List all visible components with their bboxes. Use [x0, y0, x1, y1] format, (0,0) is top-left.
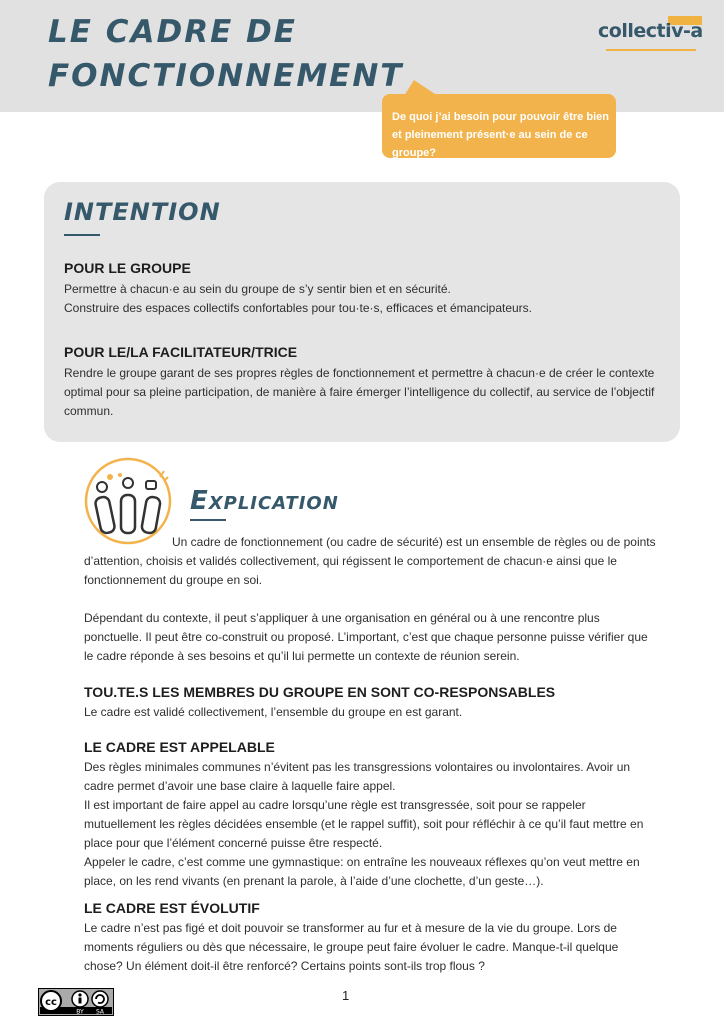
logo-underline — [606, 49, 696, 51]
intention-group-block — [64, 260, 664, 318]
svg-text:cc: cc — [45, 997, 57, 1008]
group-line-1: Permettre à chacun·e au sein du groupe de s’y sentir bien et en sécurité. — [64, 282, 451, 296]
intention-underline — [64, 234, 100, 236]
explication-para-2: Dépendant du contexte, il peut s’appliquer à une organisation en général ou à une rencontre plus ponctuelle. Il peut être co-construit ou proposé. L’important, c’est que chaque personne puisse vérifier que le cadre réponde à ses besoins et qu’il lui permette un contexte de réunion serein. — [84, 611, 648, 663]
facilitator-text: Rendre le groupe garant de ses propres règles de fonctionnement et permettre à chacun·e de créer le contexte optimal pour sa pleine participation, de manière à faire émerger l’intelligence du collectif, au service de l’objectif commun. — [64, 366, 655, 418]
explication-underline — [190, 519, 226, 521]
page-title — [48, 10, 403, 98]
section-coresponsables — [84, 684, 656, 722]
page-header — [0, 0, 724, 112]
license-by-label: BY — [76, 1008, 84, 1016]
bubble-text: De quoi j’ai besoin pour pouvoir être bien et pleinement présent·e au sein de ce groupe? — [392, 111, 609, 159]
section-paragraph: Le cadre est validé collectivement, l’ensemble du groupe en est garant. — [84, 705, 463, 719]
intention-title: INTENTION — [64, 198, 221, 226]
section-heading: TOU.TE.S LES MEMBRES DU GROUPE EN SONT CO-RESPONSABLES — [84, 684, 556, 700]
group-line-2: Construire des espaces collectifs confortables pour tou·te·s, efficaces et émancipateurs. — [64, 301, 533, 315]
title-line-1: LE CADRE DE — [48, 14, 297, 50]
logo-text: collectiv-a — [598, 20, 703, 42]
license-sa-label: SA — [95, 1008, 105, 1016]
explication-title: Explication — [190, 486, 339, 516]
question-bubble — [382, 94, 616, 158]
section-heading: LE CADRE EST APPELABLE — [84, 739, 275, 755]
section-heading: LE CADRE EST ÉVOLUTIF — [84, 900, 260, 916]
section-evolutif — [84, 900, 656, 976]
explication-text — [84, 533, 656, 666]
intention-panel — [44, 182, 680, 442]
title-line-2: FONCTIONNEMENT — [48, 58, 404, 94]
section-appelable — [84, 739, 656, 891]
explication-para-1-indent: Un cadre de fonctionnement (ou cadre de sécurité) est un ensemble de règles ou de points — [172, 535, 656, 549]
facilitator-heading: POUR LE/LA FACILITATEUR/TRICE — [64, 344, 298, 360]
group-people-icon — [84, 457, 172, 545]
group-heading: POUR LE GROUPE — [64, 260, 191, 276]
page-number: 1 — [342, 988, 350, 1003]
section-paragraph: Le cadre n’est pas figé et doit pouvoir se transformer au fur et à mesure de la vie du groupe. Lors de moments réguliers ou dès que nécessaire, le groupe peut faire évoluer le cadre. Manque-t-il quelque chose? Un élément doit-il être renforcé? Certains points sont-ils trop flous ? — [84, 921, 619, 973]
creative-commons-license-icon — [38, 988, 114, 1016]
section-paragraph: Il est important de faire appel au cadre lorsqu’une règle est transgressée, soit pour se rappeler mutuellement les règles décidées ensemble (et le rappel suffit), soit pour réfléchir à ce qu’il faut mettre en place pour que l’élément concerné puisse être respecté. — [84, 798, 644, 850]
collectiv-a-logo — [598, 18, 708, 58]
section-paragraph: Appeler le cadre, c’est comme une gymnastique: on entraîne les nouveaux réflexes qu’on veut mettre en place, on les rend vivants (en prenant la parole, à l’aide d’une clochette, d’un geste…). — [84, 855, 640, 888]
section-paragraph: Des règles minimales communes n’évitent pas les transgressions volontaires ou involontaires. Avoir un cadre permet d’avoir une base claire à laquelle faire appel. — [84, 760, 631, 793]
explication-para-1-rest: d’attention, choisis et validés collectivement, qui régissent le comportement de chacun·e ainsi que le fonctionnement du groupe en soi. — [84, 554, 617, 587]
intention-facilitator-block — [64, 344, 664, 421]
